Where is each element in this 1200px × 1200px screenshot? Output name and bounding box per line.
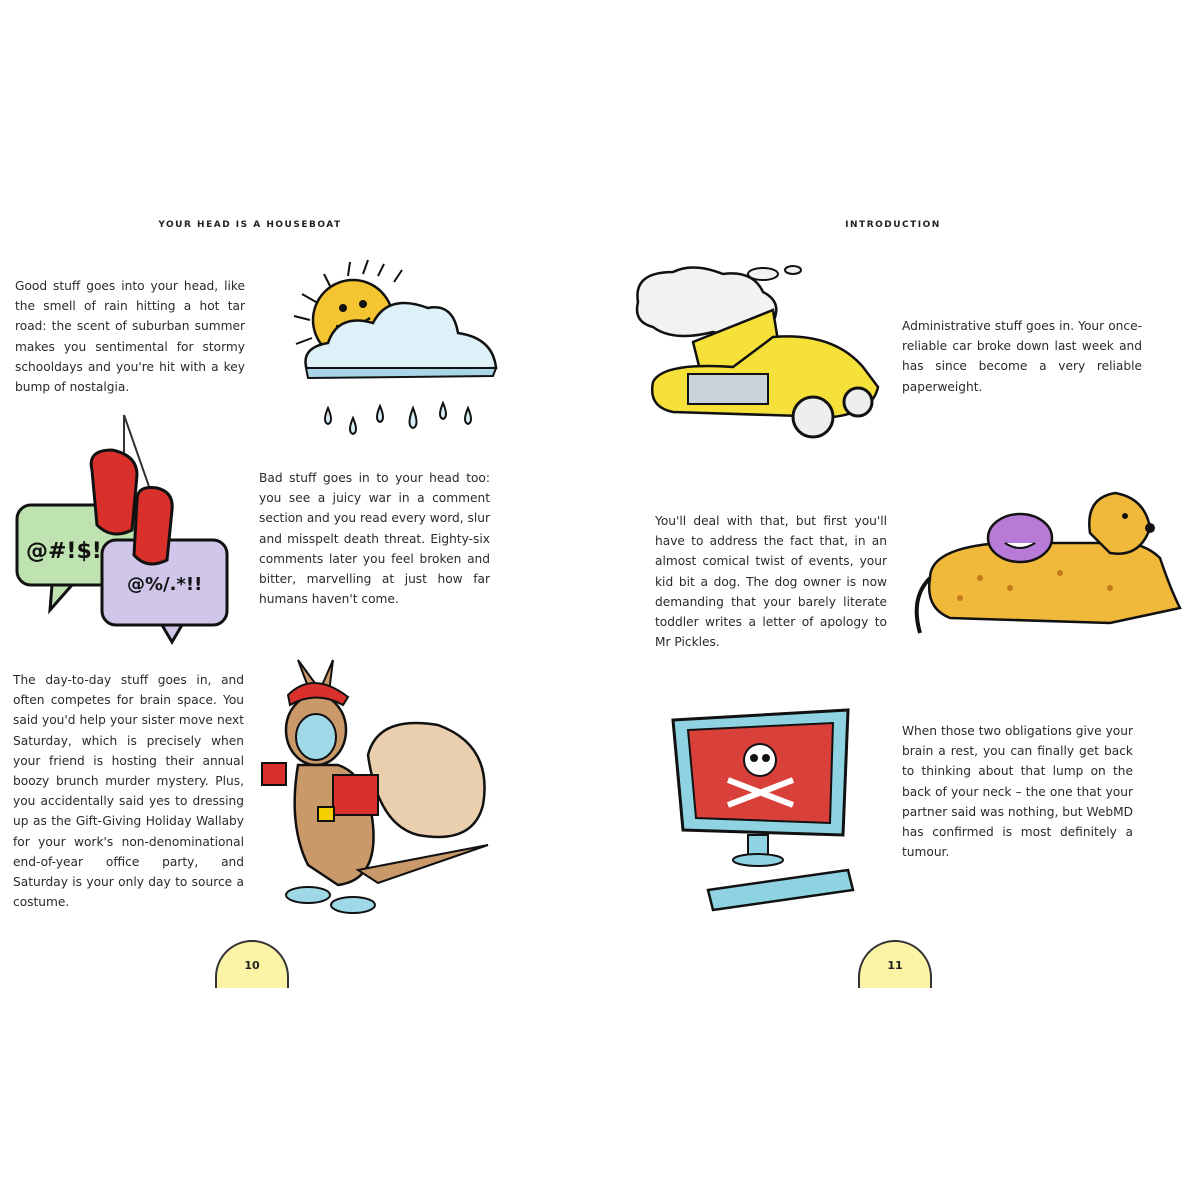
paragraph-good-stuff: Good stuff goes into your head, like the smell of rain hitting a hot tar road: the scent of suburban summer makes you sentimental for stormy schooldays and you're hit with a key bump of nostalgia. bbox=[15, 279, 245, 395]
holiday-wallaby-illustration bbox=[258, 655, 493, 917]
paragraph-kid-bit-dog: You'll deal with that, but first you'll have to address the fact that, in an almost comical twist of events, your kid bit a dog. The dog owner is now demanding that your barely literate toddler writes a letter of apology to Mr Pickles. bbox=[655, 514, 887, 650]
bubble-text-symbols: @#!$! bbox=[26, 539, 102, 564]
dog-and-kid-illustration bbox=[910, 488, 1200, 638]
sun-cloud-rain-illustration bbox=[288, 258, 503, 458]
paragraph-administrative-stuff: Administrative stuff goes in. Your once-reliable car broke down last week and has since become a very reliable paperweight. bbox=[902, 319, 1142, 394]
right-page bbox=[600, 0, 1200, 1200]
paragraph-day-to-day-stuff: The day-to-day stuff goes in, and often competes for brain space. You said you'd help your sister move next Saturday, which is precisely when your friend is hosting their annual boozy brunch murder mystery. Plus, you accidentally said yes to dressing up as the Gift-Giving Holiday Wallaby for your work's non-denominational end-of-year office party, and Saturday is your only day to source a costume. bbox=[13, 673, 244, 910]
paragraph-bad-stuff: Bad stuff goes in to your head too: you see a juicy war in a comment section and you read every word, slur and misspelt death threat. Eighty-six comments later you feel broken and bitter, marvelling at just how far humans haven't come. bbox=[259, 471, 490, 607]
broken-down-car-illustration bbox=[633, 262, 883, 442]
running-head: YOUR HEAD IS A HOUSEBOAT bbox=[158, 220, 342, 230]
running-head: INTRODUCTION bbox=[845, 220, 941, 230]
boxing-gloves-speech-bubbles-illustration bbox=[12, 410, 232, 645]
computer-skull-illustration bbox=[668, 705, 858, 915]
page-number: 10 bbox=[215, 940, 289, 988]
paragraph-lump-on-neck: When those two obligations give your brain a rest, you can finally get back to thinking about that lump on the back of your neck – the one that your partner said was nothing, but WebMD has confirmed is most definitely a tumour. bbox=[902, 724, 1133, 860]
bubble-text-symbols: @%/.*!! bbox=[127, 574, 203, 595]
page-number: 11 bbox=[858, 940, 932, 988]
